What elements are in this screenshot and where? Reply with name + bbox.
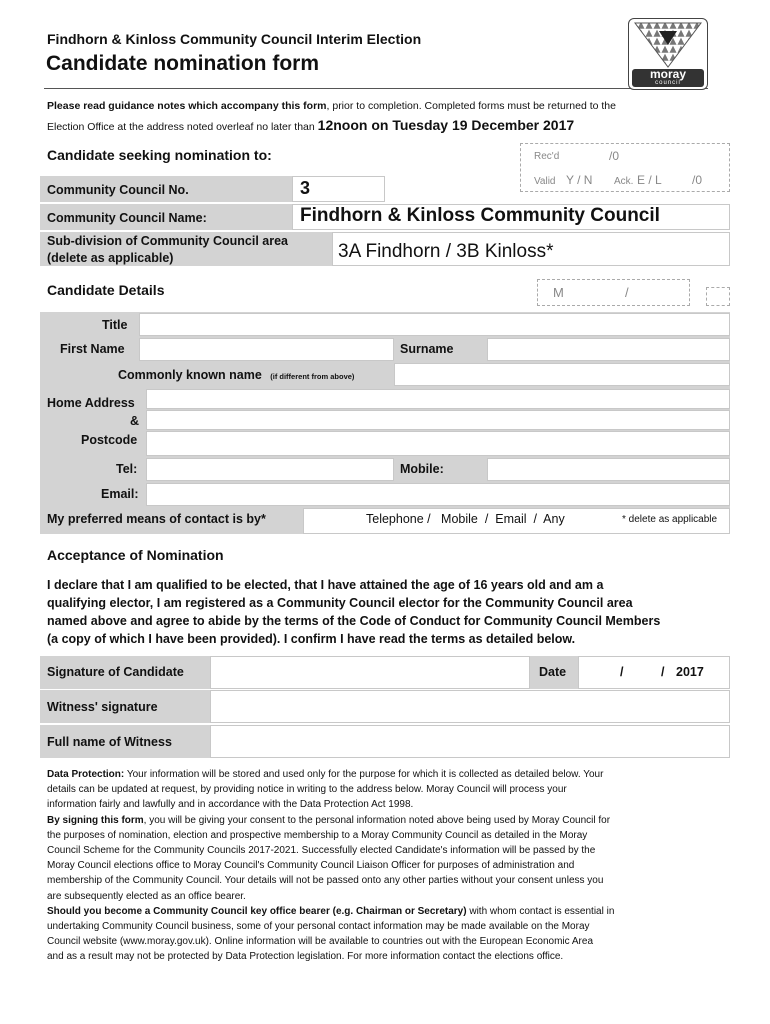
date-label: Date (539, 665, 567, 679)
witness-name-label: Full name of Witness (47, 735, 172, 749)
kob-line-3: Council website (www.moray.gov.uk). Online information will be available to countries out with the European Economic Area (47, 936, 594, 948)
date-field[interactable] (578, 656, 730, 689)
cc-name-label: Community Council Name: (47, 211, 207, 225)
date-slash-1: / (620, 665, 624, 679)
declaration-line-4: (a copy of which I have been provided). I confirm I have read the terms as detailed below. (47, 632, 576, 646)
subdiv-label-2: (delete as applicable) (47, 251, 174, 265)
office-tick-box (706, 287, 730, 306)
ack-label: Ack. (614, 176, 634, 187)
candidate-heading: Candidate Details (47, 282, 165, 298)
declaration-line-3: named above and agree to abide by the terms of the Code of Conduct for Community Council Members (47, 614, 661, 628)
witness-name-field[interactable] (210, 725, 730, 758)
first-name-label: First Name (60, 342, 125, 356)
email-field[interactable] (146, 483, 730, 506)
date-year: 2017 (676, 665, 704, 679)
mobile-label: Mobile: (400, 462, 444, 476)
known-name-note: (if different from above) (270, 372, 355, 381)
logo-subtext: council (655, 80, 681, 86)
kob-line-1 (47, 904, 727, 919)
tel-label: Tel: (116, 462, 138, 476)
header-rule (44, 88, 708, 89)
dp-bold: Data Protection: (47, 769, 125, 780)
declaration-line-2: qualifying elector, I am registered as a Community Council elector for the Community Council area (47, 596, 633, 610)
kob-bold: Should you become a Community Council key office bearer (e.g. Chairman or Secretary) (47, 905, 467, 917)
sign-line-3: Council Scheme for the Community Councils 2017-2021. Successfully elected Candidate's information will be passed by the (47, 845, 596, 857)
cc-no-value: 3 (300, 178, 311, 198)
surname-field[interactable] (487, 338, 730, 361)
mobile-field[interactable] (487, 458, 730, 481)
dp-line-2: details can be updated at request, by providing notice in writing to the address below. Moray Council will process your (47, 784, 567, 796)
moray-council-logo (628, 18, 708, 90)
logo-wordmark (632, 69, 704, 87)
intro-bold: Please read guidance notes which accompany this form (47, 100, 327, 112)
deadline: 12noon on Tuesday 19 December 2017 (317, 117, 575, 133)
sign-line-6: are subsequently elected as an office bearer. (47, 890, 246, 902)
first-name-field[interactable] (139, 338, 394, 361)
address-label-1: Home Address (47, 396, 135, 410)
sign-l1: , you will be giving your consent to the personal information noted above being used by Moray Council for (143, 814, 611, 826)
declaration-line-1: I declare that I am qualified to be elected, that I have attained the age of 16 years old and am a (47, 578, 604, 592)
intro-line2-text: Election Office at the address noted overleaf no later than (47, 121, 315, 133)
sign-bold: By signing this form (47, 814, 144, 826)
contact-label: My preferred means of contact is by* (47, 512, 266, 526)
valid-label: Valid (534, 176, 556, 187)
dp-line-3: information fairly and lawfully and in accordance with the Data Protection Act 1998. (47, 799, 414, 811)
address-label-3: Postcode (81, 433, 138, 447)
tel-field[interactable] (146, 458, 394, 481)
declaration-text (47, 576, 660, 648)
form-title: Candidate nomination form (46, 52, 319, 75)
sign-line-1 (47, 813, 727, 828)
known-name-label (118, 366, 354, 384)
known-name-text: Commonly known name (118, 368, 262, 382)
signature-field[interactable] (210, 656, 530, 689)
subdiv-label-1: Sub-division of Community Council area (47, 234, 288, 248)
cc-no-label: Community Council No. (47, 183, 189, 197)
ack-el: E / L (637, 173, 662, 187)
kob-l1: with whom contact is essential in (466, 905, 615, 917)
intro-rest: , prior to completion. Completed forms must be returned to the (326, 100, 616, 112)
title-label: Title (102, 318, 128, 332)
contact-note: * delete as applicable (622, 514, 718, 525)
sign-line-5: membership of the Community Council. Your details will not be passed onto any other parties without your consent unless you (47, 875, 604, 887)
logo-triangle-icon (629, 21, 707, 69)
title-field[interactable] (139, 313, 730, 336)
intro-line-1 (47, 100, 616, 112)
subdiv-value: 3A Findhorn / 3B Kinloss* (338, 241, 554, 262)
dp-l1: Your information will be stored and used only for the purpose for which it is collected as detailed below. Your (124, 769, 604, 780)
ack-slash: /0 (692, 173, 703, 187)
address-label-2: & (130, 414, 140, 428)
sign-line-4: Moray Council elections office to Moray Council's Community Council Liaison Officer for purposes of administration and (47, 860, 575, 872)
office-m-slash: / (625, 285, 629, 300)
sign-line-2: the purposes of nomination, election and prospective membership to a Moray Community Council as detailed in the Moray (47, 829, 588, 841)
cc-name-value: Findhorn & Kinloss Community Council (300, 205, 660, 226)
email-label: Email: (101, 487, 139, 501)
address-line-3[interactable] (146, 431, 730, 456)
office-m: M (553, 285, 564, 300)
valid-yn: Y / N (566, 173, 593, 187)
intro-line-2 (47, 117, 574, 133)
logo-text: moray (649, 67, 687, 81)
acceptance-heading: Acceptance of Nomination (47, 547, 224, 563)
kob-line-2: undertaking Community Council business, some of your personal contact information may be made available on the Moray (47, 921, 590, 933)
signature-label: Signature of Candidate (47, 665, 184, 679)
witness-sig-field[interactable] (210, 690, 730, 723)
contact-options[interactable]: Telephone / Mobile / Email / Any (366, 512, 565, 526)
known-name-field[interactable] (394, 363, 730, 386)
recd-slash: /0 (609, 149, 620, 163)
date-slash-2: / (661, 665, 665, 679)
kob-line-4: and as a result may not be protected by Data Protection legislation. For more information contact the elections office. (47, 951, 564, 963)
data-protection-text (47, 767, 727, 965)
surname-label: Surname (400, 342, 454, 356)
address-line-2[interactable] (146, 410, 730, 430)
witness-sig-label: Witness' signature (47, 700, 158, 714)
nomination-heading: Candidate seeking nomination to: (47, 147, 272, 163)
recd-label: Rec'd (534, 151, 560, 162)
form-subtitle: Findhorn & Kinloss Community Council Interim Election (47, 31, 422, 47)
address-line-1[interactable] (146, 389, 730, 409)
dp-line-1 (47, 767, 727, 782)
